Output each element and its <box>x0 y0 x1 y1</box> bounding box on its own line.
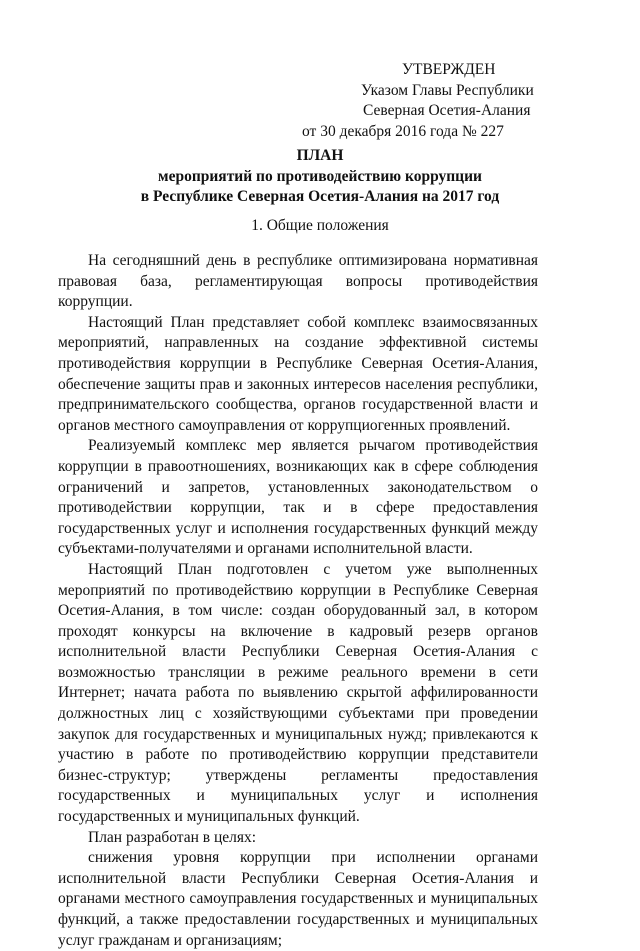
approval-line-region: Северная Осетия-Алания <box>363 102 531 119</box>
paragraph: Реализуемый комплекс мер является рычагом противодействия коррупции в правоотношениях, возникающих как в сфере соблюдения ограничений и запретов, установленных законодательством о противодействии коррупции, так и в сфере предоставления государственных услуг и исполнения государственных функций между субъектами-получателями и органами исполнительной власти. <box>58 437 538 558</box>
approval-stamp <box>290 60 610 142</box>
document-title-block <box>0 146 640 208</box>
document-title: ПЛАН <box>296 147 344 164</box>
document-subtitle-line2: в Республике Северная Осетия-Алания на 2017 год <box>140 188 500 205</box>
document-body <box>58 251 538 951</box>
paragraph: Настоящий План подготовлен с учетом уже выполненных мероприятий по противодействию коррупции в Республике Северная Осетия-Алания, в том числе: создан оборудованный зал, в котором проходят конкурсы на включение в кадровый резерв органов исполнительной власти Республики Северная Осетия-Алания с возможностью трансляции в режиме реального времени в сети Интернет; начата работа по выявлению скрытой аффилированности должностных лиц с хозяйствующими субъектами при проведении закупок для государственных и муниципальных нужд; привлекаются к участию в работе по противодействию коррупции представители бизнес-структур; утверждены регламенты предоставления государственных и муниципальных услуг и исполнения государственных и муниципальных функций. <box>58 560 538 826</box>
paragraph: Настоящий План представляет собой комплекс взаимосвязанных мероприятий, направленных на создание эффективной системы противодействия коррупции в Республике Северная Осетия-Алания, обеспечение защиты прав и законных интересов населения республики, предпринимательского сообщества, органов государственной власти и органов местного самоуправления от коррупциогенных проявлений. <box>58 313 538 434</box>
paragraph: снижения уровня коррупции при исполнении органами исполнительной власти Республики Северная Осетия-Алания и органами местного самоуправления государственных и муниципальных функций, а также предоставлении государственных и муниципальных услуг гражданам и организациям; <box>58 849 538 949</box>
approval-line-decree: Указом Главы Республики <box>361 81 534 99</box>
approval-line-date: от 30 декабря 2016 года № 227 <box>302 122 504 140</box>
section-heading: 1. Общие положения <box>251 217 389 234</box>
paragraph: На сегодняшний день в республике оптимизирована нормативная правовая база, регламентирующая вопросы противодействия коррупции. <box>58 252 538 311</box>
document-subtitle-line1: мероприятий по противодействию коррупции <box>158 167 482 185</box>
paragraph: План разработан в целях: <box>88 828 257 846</box>
approval-title: УТВЕРЖДЕН <box>402 61 496 78</box>
